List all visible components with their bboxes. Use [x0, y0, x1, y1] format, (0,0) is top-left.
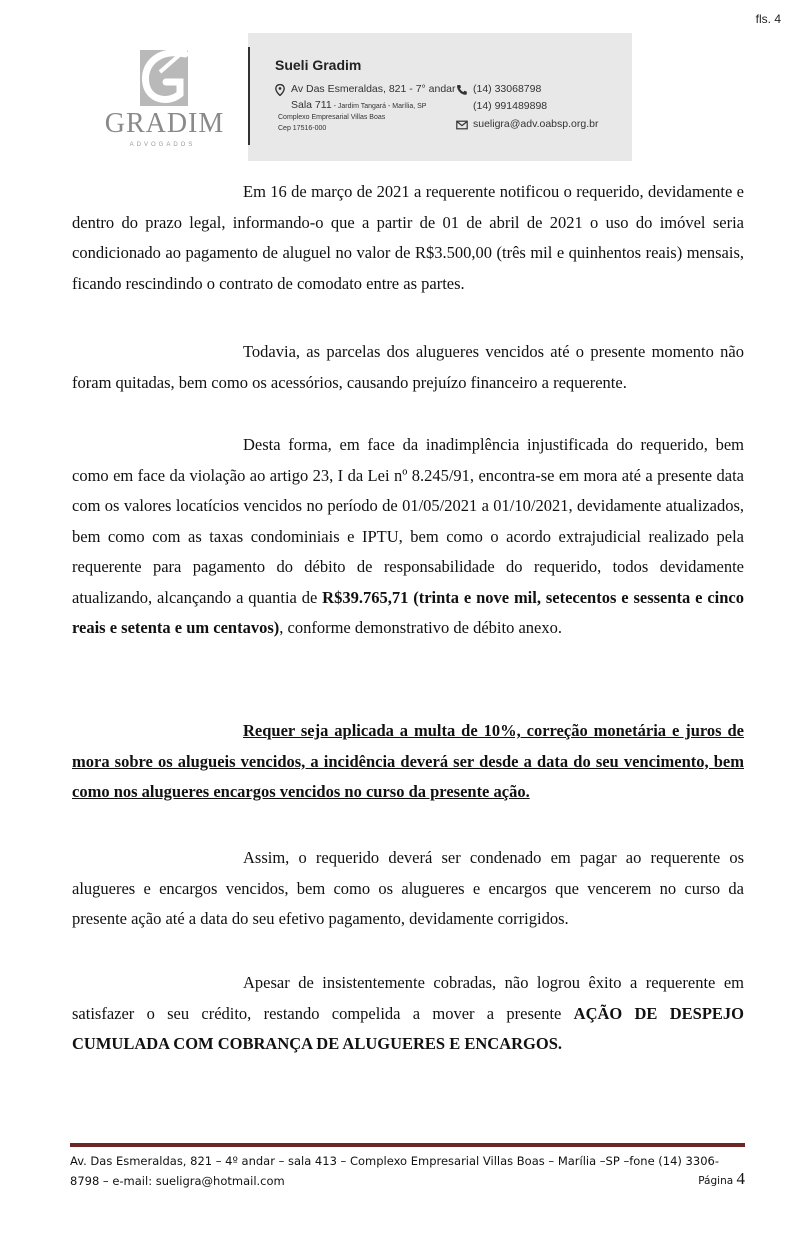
paragraph-3: Desta forma, em face da inadimplência injustificada do requerido, bem como em face da violação ao artigo 23, I da Lei nº 8.245/91, encontra-se em mora até a presente data com os valores locatícios vencidos no período de 01/05/2021 a 01/10/2021, devidamente atualizados, bem como com as taxas condominiais e IPTU, bem como o acordo extrajudicial realizado pela requerente para pagamento do débito de responsabilidade do requerido, todos devidamente atualizando, alcançando a quantia de R$39.765,71 (trinta e nove mil, setecentos e sessenta e cinco reais e setenta e um centavos), conforme demonstrativo de débito anexo. [72, 435, 744, 637]
location-pin-icon [275, 84, 285, 96]
phone-2: (14) 991489898 [473, 100, 548, 112]
logo-wordmark: GRADIM [104, 108, 225, 139]
gradim-g-logo-icon [100, 42, 225, 112]
footer-address: Av. Das Esmeraldas, 821 – 4º andar – sala 413 – Complexo Empresarial Villas Boas – Marília –SP –fone (14) 3306-8798 – e-mail: sueligra@hotmail.com [70, 1154, 719, 1188]
address-line-3: Complexo Empresarial Villas Boas [278, 114, 386, 121]
envelope-icon [456, 119, 468, 131]
page-number: Página 4 [698, 1169, 745, 1188]
address-line-4: Cep 17516-000 [278, 125, 327, 132]
action-title: AÇÃO DE DESPEJO CUMULADA COM COBRANÇA DE ALUGUERES E ENCARGOS. [72, 1003, 744, 1053]
card-divider [248, 47, 250, 145]
paragraph-5: Assim, o requerido deverá ser condenado em pagar ao requerente os alugueres e encargos vencidos, bem como os alugueres e encargos que vencerem no curso da presente ação até a data do seu efetivo pagamento, devidamente corrigidos. [72, 848, 744, 928]
address-line-1: Av Das Esmeraldas, 821 - 7° andar [291, 83, 456, 95]
lawyer-name: Sueli Gradim [275, 57, 362, 73]
paragraph-2: Todavia, as parcelas dos alugueres vencidos até o presente momento não foram quitadas, bem como os acessórios, causando prejuízo financeiro a requerente. [72, 342, 744, 392]
debt-amount: R$39.765,71 (trinta e nove mil, setecentos e sessenta e cinco reais e setenta e um centavos) [72, 587, 744, 637]
email-address: sueligra@adv.oabsp.org.br [473, 118, 599, 130]
phone-icon [456, 84, 468, 96]
paragraph-6: Apesar de insistentemente cobradas, não logrou êxito a requerente em satisfazer o seu crédito, restando compelida a mover a presente AÇÃO DE DESPEJO CUMULADA COM COBRANÇA DE ALUGUERES E ENCARGOS. [72, 973, 744, 1053]
address-line-2: Sala 711 - Jardim Tangará - Marília, SP [291, 99, 427, 111]
paragraph-1: Em 16 de março de 2021 a requerente notificou o requerido, devidamente e dentro do prazo legal, informando-o que a partir de 01 de abril de 2021 o uso do imóvel seria condicionado ao pagamento de aluguel no valor de R$3.500,00 (três mil e quinhentos reais) mensais, ficando rescindindo o contrato de comodato entre as partes. [72, 182, 744, 293]
phone-1: (14) 33068798 [473, 83, 542, 95]
footer-rule [70, 1143, 745, 1147]
paragraph-4-request: Requer seja aplicada a multa de 10%, correção monetária e juros de mora sobre os alugueis vencidos, a incidência deverá ser desde a data do seu vencimento, bem como nos alugueres encargos vencidos no curso da presente ação. [72, 721, 744, 801]
logo-subtitle: ADVOGADOS [129, 142, 196, 148]
letterhead-card [248, 33, 632, 161]
gradim-logo [100, 42, 225, 154]
folio-number: fls. 4 [755, 12, 781, 26]
